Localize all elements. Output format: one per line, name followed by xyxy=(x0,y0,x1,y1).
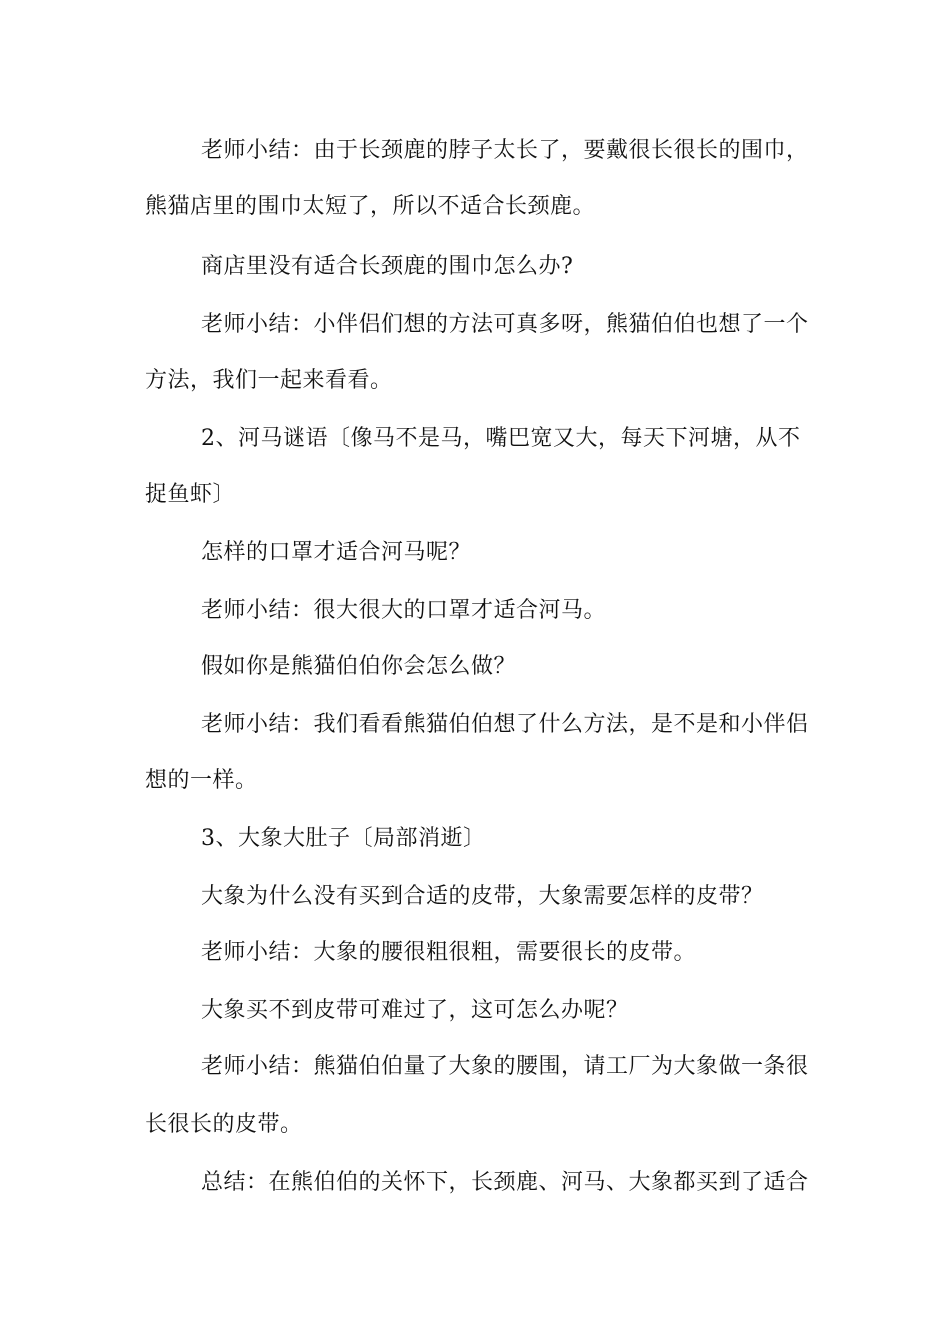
paragraph-line: 捉鱼虾〕 xyxy=(145,482,236,507)
paragraph-line: 熊猫店里的围巾太短了，所以不适合长颈鹿。 xyxy=(145,194,596,219)
paragraph-line: 老师小结：大象的腰很粗很粗，需要很长的皮带。 xyxy=(201,940,697,965)
paragraph-line: 怎样的口罩才适合河马呢？ xyxy=(201,540,472,565)
paragraph-line: 总结：在熊伯伯的关怀下，长颈鹿、河马、大象都买到了适合 xyxy=(201,1170,809,1195)
paragraph-line: 商店里没有适合长颈鹿的围巾怎么办? xyxy=(201,254,574,279)
paragraph-line: 老师小结：由于长颈鹿的脖子太长了，要戴很长很长的围巾， xyxy=(201,138,809,163)
paragraph-line: 老师小结：小伴侣们想的方法可真多呀，熊猫伯伯也想了一个 xyxy=(201,312,809,337)
paragraph-line: 想的一样。 xyxy=(145,768,258,793)
paragraph-line: 假如你是熊猫伯伯你会怎么做？ xyxy=(201,654,517,679)
paragraph-line: 大象买不到皮带可难过了，这可怎么办呢？ xyxy=(201,998,629,1023)
paragraph-line: 老师小结：熊猫伯伯量了大象的腰围，请工厂为大象做一条很 xyxy=(201,1054,809,1079)
paragraph-line: 方法，我们一起来看看。 xyxy=(145,368,393,393)
paragraph-line: 2、河马谜语〔像马不是马，嘴巴宽又大，每天下河塘，从不 xyxy=(201,426,801,451)
paragraph-line: 老师小结：我们看看熊猫伯伯想了什么方法，是不是和小伴侣 xyxy=(201,712,809,737)
paragraph-line: 大象为什么没有买到合适的皮带，大象需要怎样的皮带？ xyxy=(201,884,764,909)
paragraph-line: 长很长的皮带。 xyxy=(145,1112,303,1137)
paragraph-line: 老师小结：很大很大的口罩才适合河马。 xyxy=(201,598,607,623)
paragraph-line: 3、大象大肚子〔局部消逝〕 xyxy=(201,826,486,851)
